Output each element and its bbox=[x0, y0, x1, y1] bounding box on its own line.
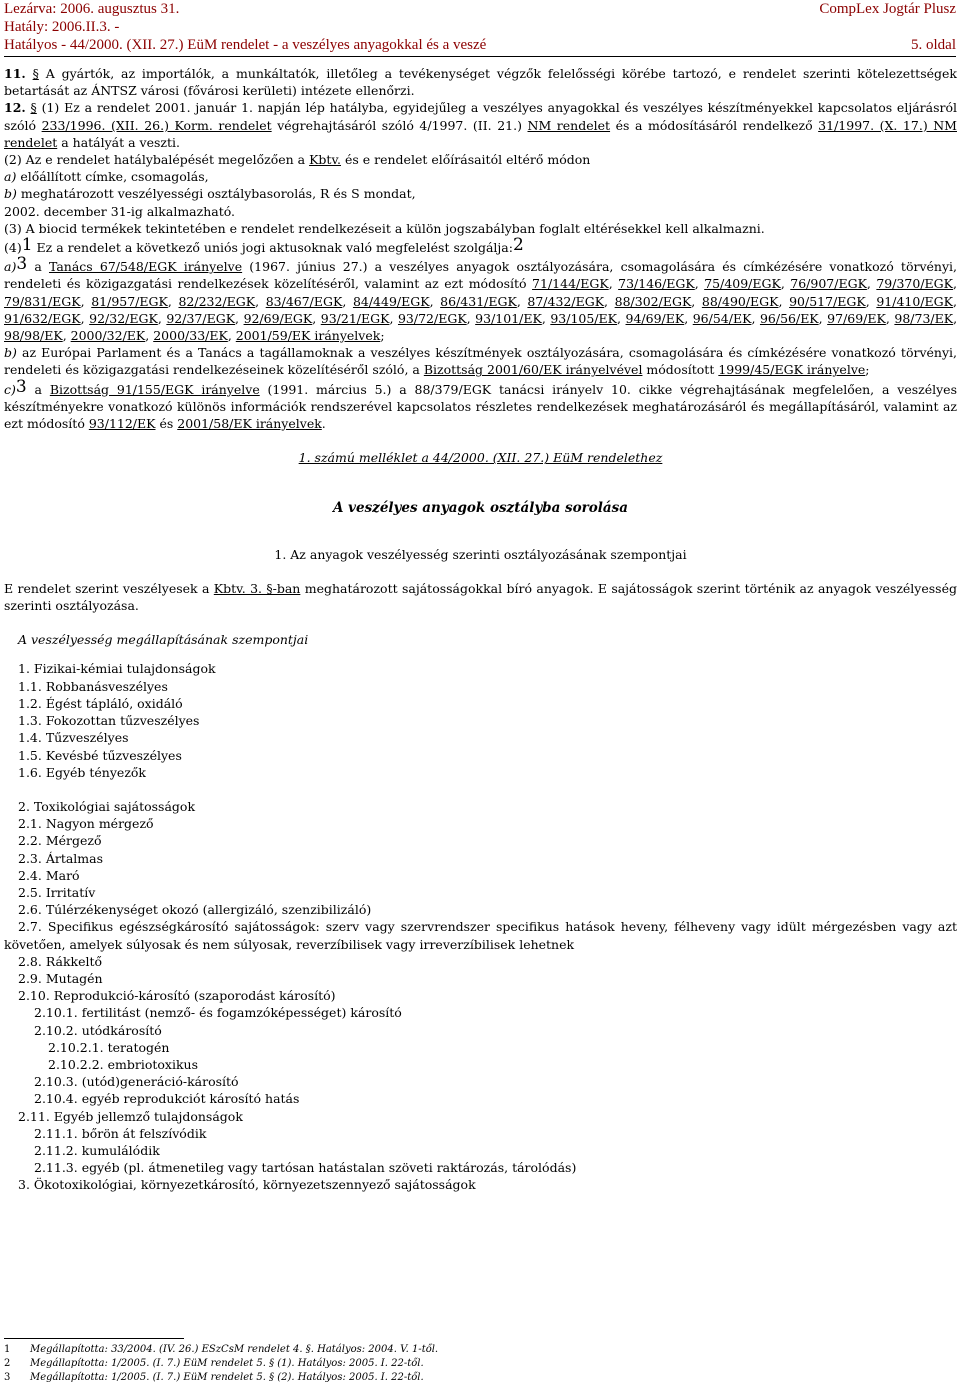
document-body bbox=[4, 65, 957, 1194]
separator: , bbox=[157, 310, 167, 326]
section-11 bbox=[4, 65, 957, 99]
directive-link[interactable]: 93/21/EGK bbox=[320, 310, 390, 326]
para-text: E rendelet szerint veszélyesek a bbox=[4, 580, 214, 596]
footnote bbox=[4, 1343, 438, 1356]
directive-link[interactable]: 75/409/EGK bbox=[704, 276, 781, 292]
law-link[interactable]: Kbtv. bbox=[309, 152, 341, 168]
directive-link[interactable]: 81/957/EGK bbox=[91, 293, 168, 309]
para-text: és e rendelet előírásaitól eltérő módon bbox=[341, 152, 591, 168]
list-item: 1.6. Egyéb tényezők bbox=[18, 764, 147, 780]
list-item: 2.10. Reprodukció-károsító (szaporodást károsító) bbox=[18, 988, 336, 1004]
directive-link[interactable]: 79/831/EGK bbox=[4, 293, 81, 309]
separator: , bbox=[691, 293, 702, 309]
list-item: 3. Ökotoxikológiai, környezetkárosító, környezetszennyező sajátosságok bbox=[18, 1177, 476, 1193]
directive-item-c bbox=[4, 376, 957, 433]
directive-link[interactable]: 98/73/EK bbox=[894, 310, 954, 326]
section-number: 11. bbox=[4, 66, 26, 81]
annex-subtitle: 1. Az anyagok veszélyesség szerinti osztályozásának szempontjai bbox=[274, 546, 687, 562]
para-text: módosított bbox=[642, 362, 719, 378]
annex-intro bbox=[4, 580, 957, 614]
annex-link[interactable]: 1. számú melléklet a 44/2000. (XII. 27.) EüM rendelethez bbox=[298, 450, 663, 466]
separator: , bbox=[866, 276, 877, 292]
para-text: a hatályát a veszti. bbox=[57, 134, 181, 150]
list-item bbox=[4, 168, 957, 185]
section-link[interactable]: § bbox=[32, 66, 39, 81]
list-item: 1.4. Tűzveszélyes bbox=[18, 730, 129, 746]
separator: , bbox=[80, 293, 92, 309]
section-link[interactable]: § bbox=[30, 100, 37, 116]
law-link[interactable]: 93/112/EK bbox=[88, 416, 156, 432]
item-label: a) bbox=[4, 259, 17, 275]
para-text: a bbox=[27, 259, 49, 275]
criteria-heading bbox=[4, 631, 957, 648]
footnote-ref[interactable]: 2 bbox=[512, 235, 524, 256]
list-item: 1.1. Robbanásveszélyes bbox=[18, 678, 168, 694]
para-text: a bbox=[26, 381, 50, 397]
item-label: b) bbox=[4, 186, 17, 202]
list-item: 2.10.2.1. teratogén bbox=[48, 1039, 170, 1055]
separator: , bbox=[255, 293, 266, 309]
footnote-ref[interactable]: 3 bbox=[16, 254, 28, 275]
directive-link[interactable]: 86/431/EGK bbox=[440, 293, 517, 309]
section-number: 12. bbox=[4, 100, 26, 116]
list-item: 2.8. Rákkeltő bbox=[18, 953, 103, 969]
list-item: 2.10.2. utódkárosító bbox=[34, 1022, 162, 1038]
list-item: 2.10.1. fertilitást (nemző- és fogamzóképességet) károsító bbox=[34, 1005, 402, 1021]
separator: , bbox=[604, 293, 615, 309]
annex-title bbox=[4, 500, 957, 517]
directive-link[interactable]: 94/69/EK bbox=[625, 310, 685, 326]
list-item: 2.10.2.2. embriotoxikus bbox=[48, 1056, 199, 1072]
separator: , bbox=[953, 276, 957, 292]
separator: , bbox=[167, 293, 179, 309]
separator: , bbox=[865, 293, 877, 309]
para-text: az Európai Parlament és a Tanács a tagállamoknak a veszélyes készítmények osztályozására, csomagolására és címkézésére vonatkozó törvényi, rendeleti és közigazgatási rendelkezéseinek közelítéséről szóló, a bbox=[4, 345, 957, 378]
footnote-divider bbox=[4, 1338, 184, 1339]
law-link[interactable]: 31/1997. (X. 17.) NM rendelet bbox=[4, 117, 957, 150]
directive-link[interactable]: 90/517/EGK bbox=[789, 293, 866, 309]
list-item: 1.5. Kevésbé tűzveszélyes bbox=[18, 747, 182, 763]
directive-link[interactable]: 96/54/EK bbox=[692, 310, 752, 326]
separator: , bbox=[952, 293, 957, 309]
law-link[interactable]: Bizottság 91/155/EGK irányelve bbox=[49, 381, 260, 397]
list-item: 2.4. Maró bbox=[18, 867, 80, 883]
criteria-list-3 bbox=[4, 953, 957, 1194]
list-item bbox=[4, 185, 957, 202]
directive-link[interactable]: 88/490/EGK bbox=[701, 293, 779, 309]
section-text: A gyártók, az importálók, a munkáltatók, illetőleg a tevékenységet végzők felelősségi körébe tartozó, e rendelet szerinti kötelezettségek betartását az ÁNTSZ városi (fővárosi kerületi) intézete ellenőrzi. bbox=[4, 66, 957, 99]
annex-heading bbox=[4, 449, 957, 466]
para-text: (1967. június 27.) a veszélyes anyagok osztályozására, csomagolására és címkézésére vonatkozó törvényi, rendeleti és közigazgatási rendelkezések közelítéséről, valamint az ezt módosító bbox=[4, 259, 957, 292]
para-text: (1991. március 5.) a 88/379/EGK tanácsi irányelv 10. cikke végrehajtásának megfelelően, a veszélyes készítményekre vonatkozó különös információk rendszerével kapcsolatos részletes rendelkezések meghatározásáról és megállapításáról, valamint az ezt módosító bbox=[4, 381, 957, 432]
para-text: (2) Az e rendelet hatálybalépését megelőzően a bbox=[4, 152, 310, 168]
separator: , bbox=[617, 310, 626, 326]
separator: , bbox=[608, 276, 619, 292]
directive-link[interactable]: 92/69/EGK bbox=[243, 310, 313, 326]
list-item: 2.6. Túlérzékenységet okozó (allergizáló, szenzibilizáló) bbox=[18, 902, 372, 918]
footnote-text: Megállapította: 1/2005. (I. 7.) EüM rendelet 5. § (1). Hatályos: 2005. I. 22-től. bbox=[30, 1358, 424, 1369]
item-label: b) bbox=[4, 345, 17, 361]
item-label: a) bbox=[4, 169, 17, 185]
header-closed-date: Lezárva: 2006. augusztus 31. bbox=[4, 1, 180, 17]
directive-link[interactable]: 97/69/EK bbox=[827, 310, 886, 326]
separator: , bbox=[342, 293, 353, 309]
list-item: 2.2. Mérgező bbox=[18, 833, 102, 849]
list-item: 2.3. Ártalmas bbox=[18, 850, 104, 866]
law-link[interactable]: 2001/58/EK irányelvek bbox=[177, 416, 322, 432]
list-item: 2. Toxikológiai sajátosságok bbox=[18, 798, 196, 814]
list-item: 2.10.3. (utód)generáció-károsító bbox=[34, 1074, 239, 1090]
para-text: . bbox=[321, 416, 326, 432]
law-link[interactable]: 1999/45/EGK irányelve bbox=[718, 362, 866, 378]
item-text: meghatározott veszélyességi osztálybasorolás, R és S mondat, bbox=[16, 186, 416, 202]
footnote-ref[interactable]: 1 bbox=[21, 235, 33, 256]
section-12-para-1 bbox=[4, 99, 957, 151]
footnote-text: Megállapította: 1/2005. (I. 7.) EüM rendelet 5. § (2). Hatályos: 2005. I. 22-től. bbox=[30, 1372, 424, 1383]
list-item: 2.1. Nagyon mérgező bbox=[18, 816, 154, 832]
separator: , bbox=[818, 310, 828, 326]
separator: , bbox=[80, 310, 90, 326]
footnote bbox=[4, 1371, 424, 1384]
separator: , bbox=[429, 293, 441, 309]
directive-link[interactable]: 2001/59/EK irányelvek bbox=[235, 328, 381, 344]
list-item: 2.11.1. bőrön át felszívódik bbox=[34, 1125, 207, 1141]
directive-item-b bbox=[4, 344, 957, 378]
directive-link[interactable]: 88/302/EGK bbox=[614, 293, 692, 309]
list-item: 2.11.2. kumulálódik bbox=[34, 1142, 160, 1158]
item-text: előállított címke, csomagolás, bbox=[16, 169, 209, 185]
list-item: 2.9. Mutagén bbox=[18, 970, 103, 986]
header-doc-title: Hatályos - 44/2000. (XII. 27.) EüM rendelet - a veszélyes anyagokkal és a veszé bbox=[4, 37, 487, 53]
separator: , bbox=[778, 293, 790, 309]
header-effect-date: Hatály: 2006.II.3. - bbox=[4, 19, 120, 35]
separator: , bbox=[312, 310, 321, 326]
header-divider bbox=[4, 56, 956, 57]
para-text: ; bbox=[380, 328, 385, 344]
law-link[interactable]: Tanács 67/548/EGK irányelve bbox=[48, 259, 243, 275]
separator: , bbox=[684, 310, 693, 326]
footnote-ref[interactable]: 3 bbox=[15, 376, 27, 397]
header-product-name: CompLex Jogtár Plusz bbox=[819, 1, 956, 17]
para-text: 2002. december 31-ig alkalmazható. bbox=[4, 203, 236, 219]
footnote bbox=[4, 1357, 424, 1370]
directive-link[interactable]: 83/467/EGK bbox=[265, 293, 343, 309]
list-item: 2.11. Egyéb jellemző tulajdonságok bbox=[18, 1108, 243, 1124]
directive-item-a bbox=[4, 254, 958, 344]
para-text: végrehajtásáról szóló 4/1997. (II. 21.) bbox=[271, 117, 528, 133]
para-text: (4) bbox=[4, 240, 22, 256]
law-link[interactable]: Kbtv. 3. §-ban bbox=[213, 580, 301, 596]
separator: , bbox=[541, 310, 551, 326]
law-link[interactable]: NM rendelet bbox=[527, 117, 611, 133]
directive-link[interactable]: 76/907/EGK bbox=[790, 276, 867, 292]
directive-link[interactable]: 92/37/EGK bbox=[166, 310, 236, 326]
law-link[interactable]: Bizottság 2001/60/EK irányelvével bbox=[423, 362, 643, 378]
para-text: (1) Ez a rendelet 2001. január 1. napján lép hatályba, egyidejűleg a veszélyes anyagokkal és veszélyes készítményekkel kapcsolatos eljárásról szóló bbox=[4, 100, 957, 133]
list-item: 2.10.4. egyéb reprodukciót károsító hatás bbox=[34, 1091, 300, 1107]
separator: , bbox=[516, 293, 528, 309]
list-item: 1.3. Fokozottan tűzveszélyes bbox=[18, 713, 200, 729]
separator: , bbox=[62, 328, 71, 344]
directive-link[interactable]: 87/432/EGK bbox=[527, 293, 605, 309]
separator: , bbox=[389, 310, 398, 326]
separator: , bbox=[953, 310, 958, 326]
criteria-list-1 bbox=[4, 660, 957, 780]
directive-link[interactable]: 92/32/EGK bbox=[89, 310, 158, 326]
para-text: ; bbox=[865, 362, 870, 378]
directive-link[interactable]: 91/632/EGK bbox=[4, 310, 81, 326]
para-text: meghatározott sajátosságokkal bíró anyagok. E sajátosságok szerint történik az anyagok veszélyesség szerinti osztályozása. bbox=[4, 580, 957, 614]
footnote-number: 2 bbox=[4, 1358, 11, 1369]
footnote-number: 3 bbox=[4, 1372, 11, 1383]
separator: , bbox=[780, 276, 791, 292]
directive-link[interactable]: 79/370/EGK bbox=[876, 276, 953, 292]
directive-link[interactable]: 84/449/EGK bbox=[352, 293, 430, 309]
separator: , bbox=[466, 310, 476, 326]
para-text: és a módosításáról rendelkező bbox=[610, 117, 819, 133]
list-item: 2.11.3. egyéb (pl. átmenetileg vagy tartósan hatástalan szöveti raktározás, tárolódás) bbox=[34, 1160, 577, 1176]
criteria-heading-text: A veszélyesség megállapításának szempontjai bbox=[18, 632, 309, 648]
directive-link[interactable]: 96/56/EK bbox=[759, 310, 819, 326]
header-page-number: 5. oldal bbox=[911, 37, 956, 53]
directive-link[interactable]: 2000/32/EK bbox=[70, 328, 146, 344]
directive-link[interactable]: 82/232/EGK bbox=[178, 293, 256, 309]
list-item: 2.5. Irritatív bbox=[18, 884, 96, 900]
directive-link[interactable]: 93/72/EGK bbox=[397, 310, 467, 326]
list-item: 2.7. Specifikus egészségkárosító sajátosságok: szerv vagy szervrendszer specifikus hatások heveny, félheveny vagy idült mérgezésben vagy azt követően, amelyek súlyosak és nem súlyosak, reverzíbilisek vagy irreverzíbilisek lehetnek bbox=[4, 919, 957, 952]
separator: , bbox=[885, 310, 895, 326]
criteria-list-2 bbox=[4, 798, 957, 918]
separator: , bbox=[145, 328, 154, 344]
separator: , bbox=[227, 328, 236, 344]
section-12-para-2 bbox=[4, 151, 957, 168]
directive-link[interactable]: 71/144/EGK bbox=[532, 276, 609, 292]
directive-link[interactable]: 73/146/EGK bbox=[618, 276, 695, 292]
directive-link[interactable]: 2000/33/EK bbox=[153, 328, 228, 344]
para-text: Ez a rendelet a következő uniós jogi aktusoknak való megfelelést szolgálja: bbox=[32, 240, 513, 256]
separator: , bbox=[751, 310, 760, 326]
item-label: c) bbox=[4, 381, 16, 397]
directive-link[interactable]: 93/105/EK bbox=[550, 310, 617, 326]
directive-link[interactable]: 91/410/EGK bbox=[876, 293, 953, 309]
footnote-number: 1 bbox=[4, 1344, 11, 1355]
section-12-para-3: (3) A biocid termékek tekintetében e rendelet rendelkezéseit a külön jogszabályban foglalt eltérésekkel kell alkalmazni. bbox=[4, 220, 765, 236]
list-item: 1. Fizikai-kémiai tulajdonságok bbox=[18, 661, 216, 677]
directive-link[interactable]: 93/101/EK bbox=[475, 310, 542, 326]
law-link[interactable]: 233/1996. (XII. 26.) Korm. rendelet bbox=[41, 117, 272, 133]
separator: , bbox=[694, 276, 705, 292]
list-item: 1.2. Égést tápláló, oxidáló bbox=[18, 695, 183, 711]
annex-title-text: A veszélyes anyagok osztályba sorolása bbox=[332, 500, 629, 517]
directive-link[interactable]: 98/98/EK bbox=[4, 328, 63, 344]
footnote-text: Megállapította: 33/2004. (IV. 26.) ESzCsM rendelet 4. §. Hatályos: 2004. V. 1-től. bbox=[30, 1344, 439, 1355]
para-text: és bbox=[155, 416, 178, 432]
separator: , bbox=[235, 310, 244, 326]
section-12-para-4 bbox=[4, 235, 957, 256]
